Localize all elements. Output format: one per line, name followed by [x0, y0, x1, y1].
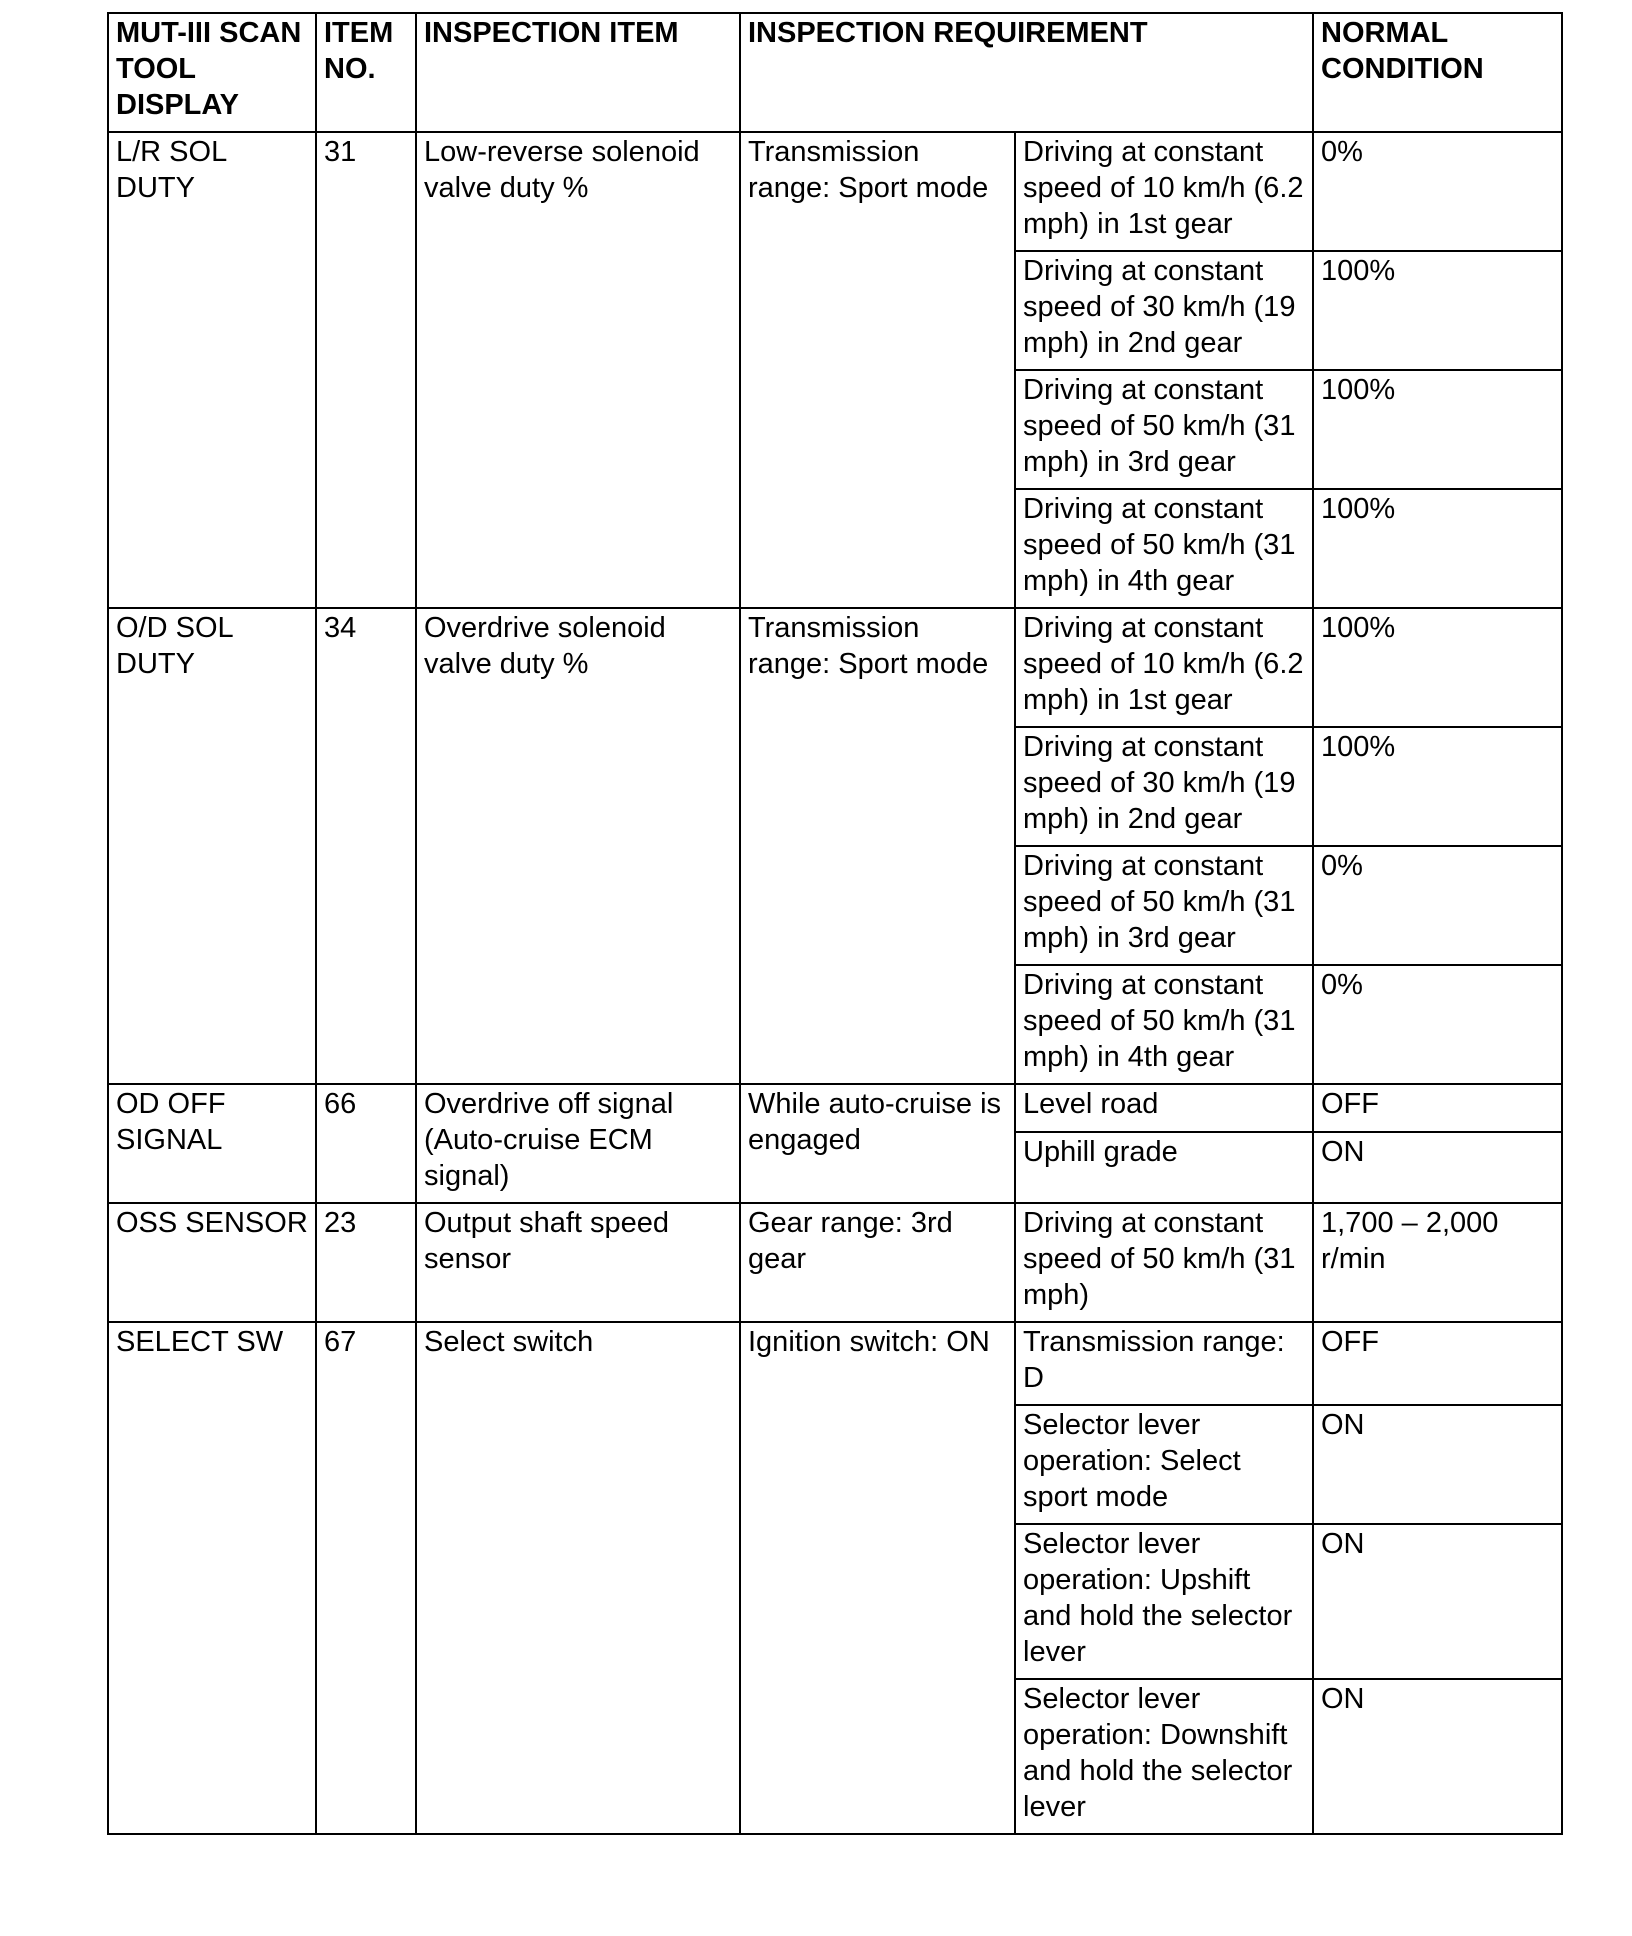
- requirement-cell: Transmission range: Sport mode: [740, 132, 1015, 608]
- condition-detail-cell: Selector lever operation: Downshift and hold the selector lever: [1015, 1679, 1313, 1834]
- normal-condition-cell: ON: [1313, 1132, 1562, 1203]
- table-row: [108, 132, 1562, 251]
- requirement-cell: Transmission range: Sport mode: [740, 608, 1015, 1084]
- display-cell: L/R SOL DUTY: [108, 132, 316, 608]
- normal-condition-cell: 100%: [1313, 608, 1562, 727]
- normal-condition-cell: OFF: [1313, 1084, 1562, 1132]
- normal-condition-cell: 100%: [1313, 489, 1562, 608]
- header-inspection-item: INSPECTION ITEM: [416, 13, 740, 132]
- display-cell: OD OFF SIGNAL: [108, 1084, 316, 1203]
- condition-detail-cell: Driving at constant speed of 30 km/h (19 mph) in 2nd gear: [1015, 727, 1313, 846]
- condition-detail-cell: Driving at constant speed of 50 km/h (31 mph) in 3rd gear: [1015, 846, 1313, 965]
- normal-condition-cell: ON: [1313, 1679, 1562, 1834]
- condition-detail-cell: Driving at constant speed of 30 km/h (19 mph) in 2nd gear: [1015, 251, 1313, 370]
- normal-condition-cell: ON: [1313, 1524, 1562, 1679]
- requirement-cell: Gear range: 3rd gear: [740, 1203, 1015, 1322]
- condition-detail-cell: Driving at constant speed of 50 km/h (31 mph) in 4th gear: [1015, 489, 1313, 608]
- condition-detail-cell: Driving at constant speed of 50 km/h (31 mph) in 4th gear: [1015, 965, 1313, 1084]
- display-cell: O/D SOL DUTY: [108, 608, 316, 1084]
- normal-condition-cell: 0%: [1313, 846, 1562, 965]
- inspection-table: [107, 12, 1563, 1835]
- condition-detail-cell: Driving at constant speed of 10 km/h (6.2 mph) in 1st gear: [1015, 608, 1313, 727]
- inspection-item-cell: Low-reverse solenoid valve duty %: [416, 132, 740, 608]
- inspection-item-cell: Output shaft speed sensor: [416, 1203, 740, 1322]
- table-row: [108, 1084, 1562, 1132]
- condition-detail-cell: Uphill grade: [1015, 1132, 1313, 1203]
- normal-condition-cell: OFF: [1313, 1322, 1562, 1405]
- item-no-cell: 31: [316, 132, 416, 608]
- requirement-cell: While auto-cruise is engaged: [740, 1084, 1015, 1203]
- header-normal-condition: NORMAL CONDITION: [1313, 13, 1562, 132]
- normal-condition-cell: 100%: [1313, 370, 1562, 489]
- header-row: [108, 13, 1562, 132]
- inspection-item-cell: Overdrive solenoid valve duty %: [416, 608, 740, 1084]
- normal-condition-cell: 100%: [1313, 251, 1562, 370]
- header-inspection-requirement: INSPECTION REQUIREMENT: [740, 13, 1313, 132]
- inspection-item-cell: Overdrive off signal (Auto-cruise ECM signal): [416, 1084, 740, 1203]
- normal-condition-cell: ON: [1313, 1405, 1562, 1524]
- table-row: [108, 608, 1562, 727]
- normal-condition-cell: 1,700 – 2,000 r/min: [1313, 1203, 1562, 1322]
- condition-detail-cell: Driving at constant speed of 10 km/h (6.2 mph) in 1st gear: [1015, 132, 1313, 251]
- display-cell: SELECT SW: [108, 1322, 316, 1834]
- condition-detail-cell: Driving at constant speed of 50 km/h (31 mph) in 3rd gear: [1015, 370, 1313, 489]
- normal-condition-cell: 100%: [1313, 727, 1562, 846]
- header-display: MUT-III SCAN TOOL DISPLAY: [108, 13, 316, 132]
- item-no-cell: 34: [316, 608, 416, 1084]
- condition-detail-cell: Selector lever operation: Select sport mode: [1015, 1405, 1313, 1524]
- condition-detail-cell: Transmission range: D: [1015, 1322, 1313, 1405]
- item-no-cell: 23: [316, 1203, 416, 1322]
- display-cell: OSS SENSOR: [108, 1203, 316, 1322]
- table-row: [108, 1322, 1562, 1405]
- normal-condition-cell: 0%: [1313, 965, 1562, 1084]
- inspection-item-cell: Select switch: [416, 1322, 740, 1834]
- requirement-cell: Ignition switch: ON: [740, 1322, 1015, 1834]
- item-no-cell: 66: [316, 1084, 416, 1203]
- normal-condition-cell: 0%: [1313, 132, 1562, 251]
- condition-detail-cell: Level road: [1015, 1084, 1313, 1132]
- condition-detail-cell: Driving at constant speed of 50 km/h (31 mph): [1015, 1203, 1313, 1322]
- condition-detail-cell: Selector lever operation: Upshift and hold the selector lever: [1015, 1524, 1313, 1679]
- table-row: [108, 1203, 1562, 1322]
- item-no-cell: 67: [316, 1322, 416, 1834]
- header-item-no: ITEM NO.: [316, 13, 416, 132]
